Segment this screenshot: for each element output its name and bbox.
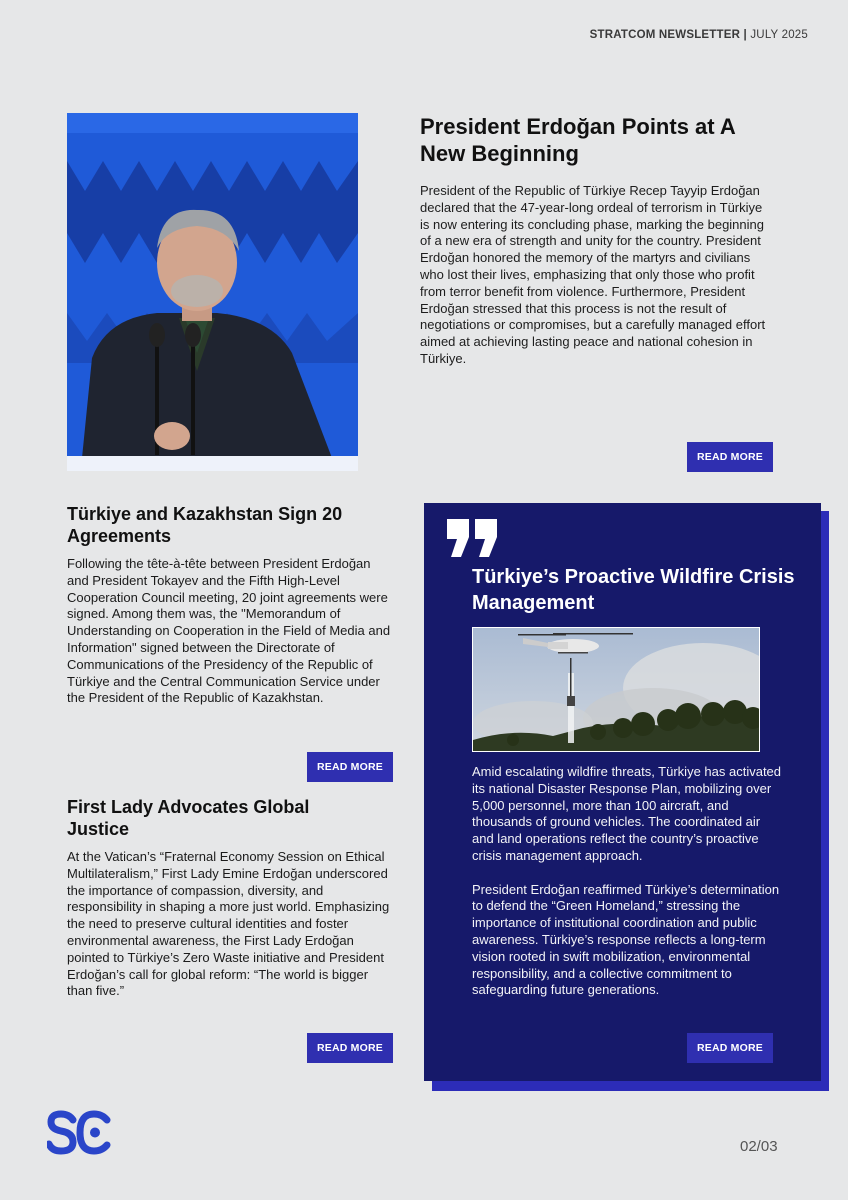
kazakhstan-read-more-button[interactable]: READ MORE <box>307 752 393 782</box>
kazakhstan-article-title: Türkiye and Kazakhstan Sign 20 Agreements <box>67 504 343 546</box>
feature-title: Türkiye’s Proactive Wildfire Crisis Management <box>472 566 795 614</box>
lead-read-more-button[interactable]: READ MORE <box>687 442 773 472</box>
newsletter-title: STRATCOM NEWSLETTER <box>589 29 741 41</box>
first-lady-article-title: First Lady Advocates Global Justice <box>67 797 310 839</box>
first-lady-article-body: At the Vatican’s “Fraternal Economy Session on Ethical Multilateralism,” First Lady Emine Erdoğan underscored the importance of compassion, diversity, and responsibility in shaping a more just world. Emphasizing the need to preserve cultural identities and foster environmental awareness, the First Lady Erdoğan pointed to Türkiye’s Zero Waste initiative and President Erdoğan’s call for global reform: “The world is bigger than five.” <box>67 849 390 999</box>
feature-paragraph-1: Amid escalating wildfire threats, Türkiye has activated its national Disaster Response Plan, mobilizing over 5,000 personnel, more than 100 aircraft, and thousands of ground vehicles. The coordinated air and land operations reflect the country’s proactive crisis management approach. <box>472 764 782 863</box>
wildfire-helicopter-photo <box>472 627 760 752</box>
logo-icon <box>47 1110 115 1155</box>
page-number: 02/03 <box>740 1138 778 1155</box>
feature-body <box>472 764 784 1016</box>
lead-photo <box>67 113 358 471</box>
newsletter-date: JULY 2025 <box>750 29 808 41</box>
first-lady-read-more-button[interactable]: READ MORE <box>307 1033 393 1063</box>
quote-icon <box>447 519 499 557</box>
lead-article-body: President of the Republic of Türkiye Recep Tayyip Erdoğan declared that the 47-year-long ordeal of terrorism in Türkiye is now entering its concluding phase, marking the beginning of a new era of strength and unity for the country. President Erdoğan honored the memory of the martyrs and civilians who lost their lives, emphasizing that only those who profit from terror benefit from violence. Furthermore, President Erdoğan stressed that this process is not the result of negotiations or compromises, but a carefully managed effort aimed at achieving lasting peace and national cohesion in Türkiye. <box>420 183 766 366</box>
feature-paragraph-2: President Erdoğan reaffirmed Türkiye’s determination to defend the “Green Homeland,” stressing the importance of institutional coordination and public awareness. Türkiye’s response reflects a long-term vision rooted in swift mobilization, environmental responsibility, and a collective commitment to safeguarding future generations. <box>472 881 780 998</box>
header-separator: | <box>743 29 747 41</box>
newsletter-header <box>590 29 808 41</box>
kazakhstan-article-body: Following the tête-à-tête between President Erdoğan and President Tokayev and the Fifth High-Level Cooperation Council meeting, 20 joint agreements were signed. Among them was, the "Memorandum of Understanding on Cooperation in the Field of Media and Information" signed between the Directorate of Communications of the Presidency of the Republic of Türkiye and the Central Communication Service under the President of the Republic of Kazakhstan. <box>67 556 391 706</box>
feature-read-more-button[interactable]: READ MORE <box>687 1033 773 1063</box>
lead-article-title: President Erdoğan Points at A New Beginning <box>420 114 735 166</box>
